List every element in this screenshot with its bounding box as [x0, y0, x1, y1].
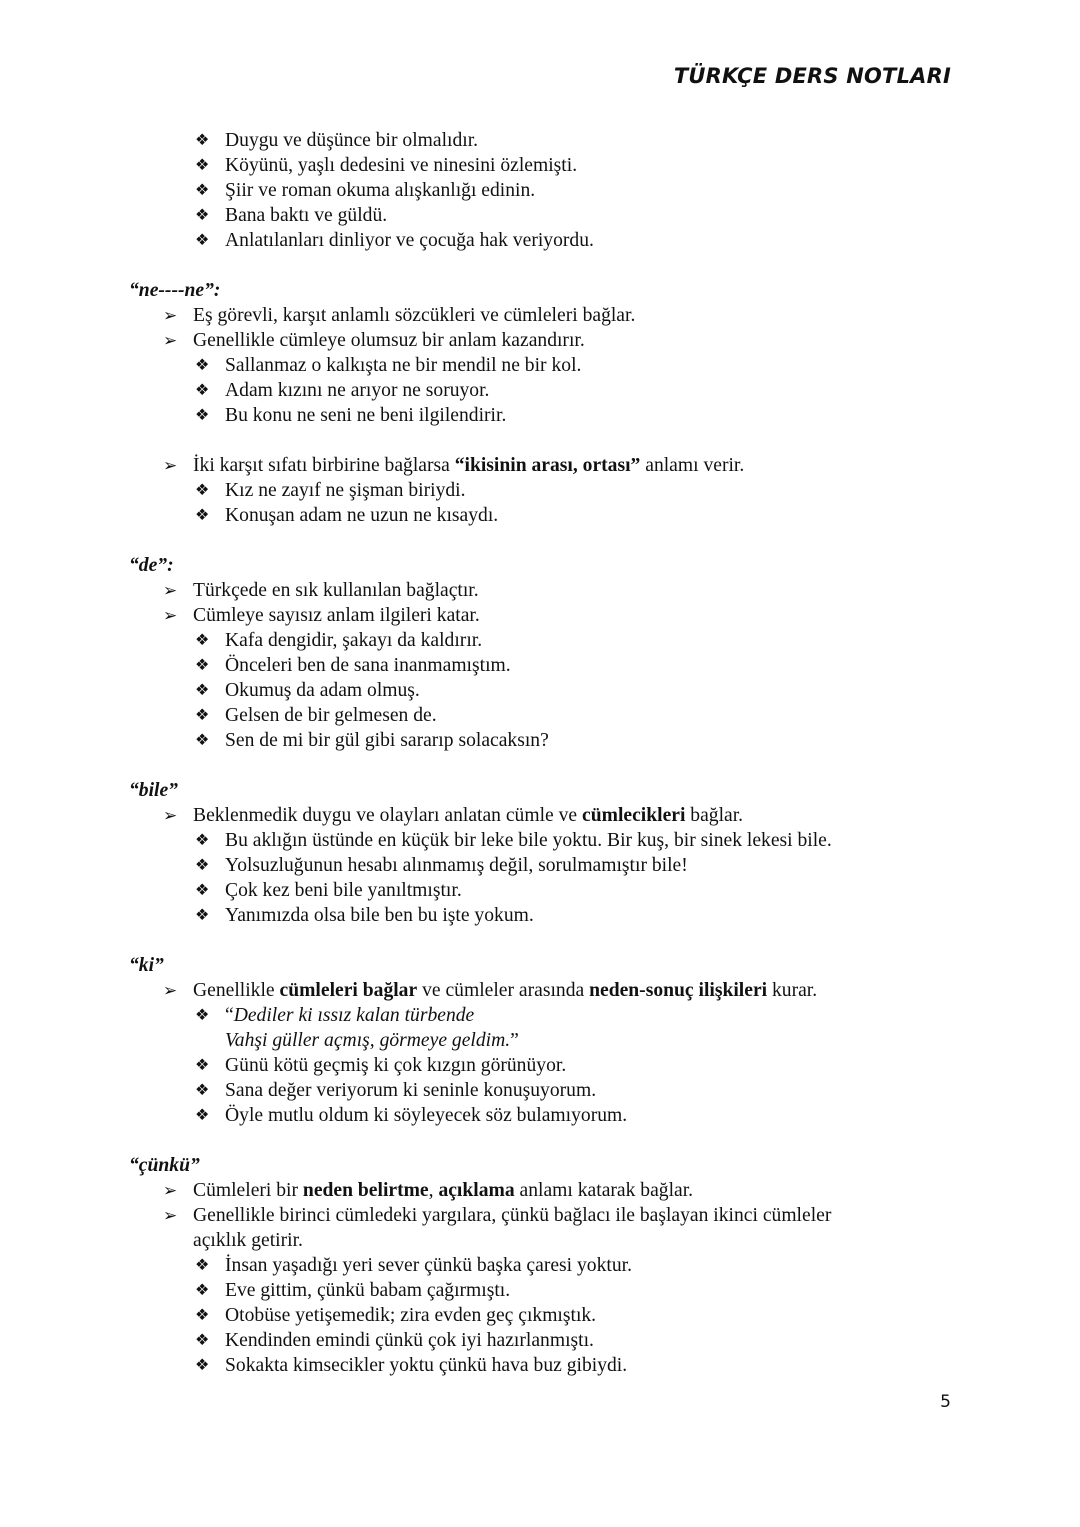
diamond-bullet-icon: ❖ [195, 707, 210, 724]
example-item: ❖ Kendinden emindi çünkü çok iyi hazırlanmıştı. [195, 1330, 594, 1351]
quote-example-item: ❖ “Dediler ki ıssız kalan türbende [195, 1005, 475, 1026]
example-item: ❖ Şiir ve roman okuma alışkanlığı edinin. [195, 180, 536, 201]
diamond-bullet-icon: ❖ [195, 382, 210, 399]
diamond-bullet-icon: ❖ [195, 1357, 210, 1374]
example-item: ❖ Eve gittim, çünkü babam çağırmıştı. [195, 1280, 511, 1301]
example-item: ❖ Bu aklığın üstünde en küçük bir leke bile yoktu. Bir kuş, bir sinek lekesi bile. [195, 830, 832, 851]
rule-item: ➢ Genellikle cümleye olumsuz bir anlam kazandırır. [163, 330, 585, 351]
diamond-bullet-icon: ❖ [195, 232, 210, 249]
diamond-bullet-icon: ❖ [195, 1307, 210, 1324]
example-item: ❖ Duygu ve düşünce bir olmalıdır. [195, 130, 479, 151]
example-item: ❖ Çok kez beni bile yanıltmıştır. [195, 880, 462, 901]
diamond-bullet-icon: ❖ [195, 1057, 210, 1074]
example-item: ❖ Sana değer veriyorum ki seninle konuşuyorum. [195, 1080, 597, 1101]
diamond-bullet-icon: ❖ [195, 132, 210, 149]
diamond-bullet-icon: ❖ [195, 732, 210, 749]
diamond-bullet-icon: ❖ [195, 682, 210, 699]
rule-item: ➢ Genellikle birinci cümledeki yargılara, çünkü bağlacı ile başlayan ikinci cümleler [163, 1205, 832, 1226]
diamond-bullet-icon: ❖ [195, 207, 210, 224]
arrow-bullet-icon: ➢ [163, 606, 178, 625]
section-heading-ne-ne: “ne----ne”: [129, 280, 221, 301]
diamond-bullet-icon: ❖ [195, 1082, 210, 1099]
example-item: ❖ Sen de mi bir gül gibi sararıp solacaksın? [195, 730, 549, 751]
page-number: 5 [940, 1392, 951, 1412]
example-item: ❖ Bana baktı ve güldü. [195, 205, 388, 226]
example-item: ❖ Kız ne zayıf ne şişman biriydi. [195, 480, 466, 501]
rule-item: ➢ Cümleleri bir neden belirtme, açıklama anlamı katarak bağlar. [163, 1180, 694, 1201]
diamond-bullet-icon: ❖ [195, 857, 210, 874]
diamond-bullet-icon: ❖ [195, 882, 210, 899]
diamond-bullet-icon: ❖ [195, 657, 210, 674]
diamond-bullet-icon: ❖ [195, 507, 210, 524]
page-header-title: TÜRKÇE DERS NOTLARI [673, 64, 951, 88]
example-item: ❖ Köyünü, yaşlı dedesini ve ninesini özlemişti. [195, 155, 578, 176]
diamond-bullet-icon: ❖ [195, 1257, 210, 1274]
example-item: ❖ Sallanmaz o kalkışta ne bir mendil ne bir kol. [195, 355, 582, 376]
example-item: ❖ Konuşan adam ne uzun ne kısaydı. [195, 505, 499, 526]
example-item: ❖ Yolsuzluğunun hesabı alınmamış değil, sorulmamıştır bile! [195, 855, 688, 876]
diamond-bullet-icon: ❖ [195, 407, 210, 424]
arrow-bullet-icon: ➢ [163, 581, 178, 600]
example-item: ❖ Otobüse yetişemedik; zira evden geç çıkmıştık. [195, 1305, 597, 1326]
arrow-bullet-icon: ➢ [163, 1206, 178, 1225]
example-item: ❖ Okumuş da adam olmuş. [195, 680, 420, 701]
diamond-bullet-icon: ❖ [195, 1007, 210, 1024]
diamond-bullet-icon: ❖ [195, 482, 210, 499]
diamond-bullet-icon: ❖ [195, 357, 210, 374]
rule-item: ➢ Genellikle cümleleri bağlar ve cümleler arasında neden-sonuç ilişkileri kurar. [163, 980, 818, 1001]
example-item: ❖ Gelsen de bir gelmesen de. [195, 705, 437, 726]
example-item: ❖ Günü kötü geçmiş ki çok kızgın görünüyor. [195, 1055, 567, 1076]
diamond-bullet-icon: ❖ [195, 157, 210, 174]
rule-item: ➢ İki karşıt sıfatı birbirine bağlarsa “ikisinin arası, ortası” anlamı verir. [163, 455, 745, 476]
section-heading-bile: “bile” [129, 780, 178, 801]
example-item: ❖ İnsan yaşadığı yeri sever çünkü başka çaresi yoktur. [195, 1255, 632, 1276]
section-heading-cunku: “çünkü” [129, 1155, 200, 1176]
rule-item: ➢ Eş görevli, karşıt anlamlı sözcükleri ve cümleleri bağlar. [163, 305, 636, 326]
example-item: ❖ Anlatılanları dinliyor ve çocuğa hak veriyordu. [195, 230, 594, 251]
rule-item: ➢ Cümleye sayısız anlam ilgileri katar. [163, 605, 480, 626]
rule-item: ➢ Beklenmedik duygu ve olayları anlatan cümle ve cümlecikleri bağlar. [163, 805, 744, 826]
quote-continuation: Vahşi güller açmış, görmeye geldim.” [225, 1030, 519, 1051]
diamond-bullet-icon: ❖ [195, 832, 210, 849]
example-item: ❖ Bu konu ne seni ne beni ilgilendirir. [195, 405, 507, 426]
rule-continuation: açıklık getirir. [193, 1230, 303, 1251]
example-item: ❖ Kafa dengidir, şakayı da kaldırır. [195, 630, 483, 651]
section-heading-ki: “ki” [129, 955, 164, 976]
arrow-bullet-icon: ➢ [163, 306, 178, 325]
document-body [129, 128, 951, 1378]
example-item: ❖ Sokakta kimsecikler yoktu çünkü hava buz gibiydi. [195, 1355, 628, 1376]
example-item: ❖ Adam kızını ne arıyor ne soruyor. [195, 380, 490, 401]
diamond-bullet-icon: ❖ [195, 1282, 210, 1299]
diamond-bullet-icon: ❖ [195, 907, 210, 924]
diamond-bullet-icon: ❖ [195, 632, 210, 649]
example-item: ❖ Önceleri ben de sana inanmamıştım. [195, 655, 511, 676]
diamond-bullet-icon: ❖ [195, 1332, 210, 1349]
example-item: ❖ Yanımızda olsa bile ben bu işte yokum. [195, 905, 534, 926]
arrow-bullet-icon: ➢ [163, 806, 178, 825]
rule-item: ➢ Türkçede en sık kullanılan bağlaçtır. [163, 580, 479, 601]
arrow-bullet-icon: ➢ [163, 981, 178, 1000]
arrow-bullet-icon: ➢ [163, 456, 178, 475]
diamond-bullet-icon: ❖ [195, 182, 210, 199]
arrow-bullet-icon: ➢ [163, 331, 178, 350]
example-item: ❖ Öyle mutlu oldum ki söyleyecek söz bulamıyorum. [195, 1105, 628, 1126]
diamond-bullet-icon: ❖ [195, 1107, 210, 1124]
section-heading-de: “de”: [129, 555, 174, 576]
arrow-bullet-icon: ➢ [163, 1181, 178, 1200]
